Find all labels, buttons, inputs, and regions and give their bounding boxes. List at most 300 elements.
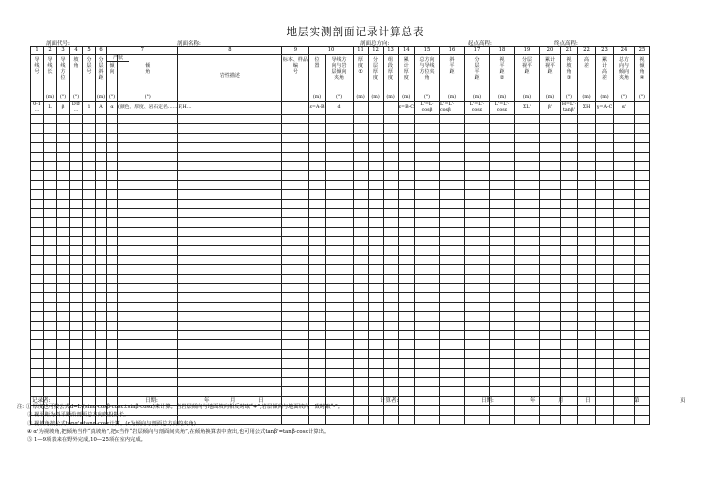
empty-cell [325, 265, 353, 274]
empty-cell [178, 161, 282, 170]
empty-cell [282, 218, 309, 227]
empty-cell [595, 377, 613, 386]
empty-cell [70, 302, 83, 311]
formula-cell: L'=L'· cosε [489, 102, 514, 115]
empty-cell [57, 321, 70, 330]
empty-cell [514, 312, 539, 321]
empty-cell [439, 255, 464, 264]
footnote: ③ 视坡角按公式tanα'=tanα·cosε计算。(ε为倾向与剖面总方向的夹角) [27, 420, 196, 427]
empty-cell [368, 330, 383, 339]
formula-cell: d [325, 102, 353, 115]
empty-cell [44, 133, 57, 142]
empty-cell [107, 161, 118, 170]
empty-cell [178, 115, 282, 124]
empty-cell [613, 377, 634, 386]
empty-cell [514, 152, 539, 161]
empty-cell [325, 124, 353, 133]
empty-cell [514, 208, 539, 217]
empty-cell [414, 340, 439, 349]
empty-cell [514, 255, 539, 264]
empty-cell [383, 321, 398, 330]
empty-cell [383, 237, 398, 246]
empty-cell [178, 387, 282, 396]
empty-cell [118, 321, 178, 330]
empty-cell [353, 265, 368, 274]
empty-cell [31, 143, 44, 152]
empty-cell [595, 199, 613, 208]
empty-cell [96, 161, 107, 170]
empty-cell [309, 133, 325, 142]
empty-cell [613, 161, 634, 170]
empty-cell [514, 124, 539, 133]
formula-cell: ε=A-B [309, 102, 325, 115]
empty-cell [96, 180, 107, 189]
table-row [31, 274, 650, 283]
column-header [539, 55, 560, 102]
empty-cell [560, 218, 577, 227]
header-text: 距 [547, 69, 553, 75]
empty-cell [57, 368, 70, 377]
empty-cell [577, 368, 595, 377]
empty-cell [439, 161, 464, 170]
empty-cell [325, 246, 353, 255]
empty-cell [634, 284, 649, 293]
empty-cell [383, 293, 398, 302]
empty-cell [577, 115, 595, 124]
empty-cell [577, 274, 595, 283]
empty-cell [178, 293, 282, 302]
empty-cell [353, 406, 368, 415]
table-row [31, 237, 650, 246]
column-header [439, 55, 464, 102]
empty-cell [282, 133, 309, 142]
empty-cell [70, 115, 83, 124]
empty-cell [368, 171, 383, 180]
empty-cell [464, 115, 489, 124]
column-number: 11 [353, 47, 368, 55]
empty-cell [83, 171, 96, 180]
empty-cell [398, 415, 414, 424]
empty-cell [595, 396, 613, 405]
empty-cell [398, 237, 414, 246]
header-text: 距 [499, 69, 505, 75]
empty-cell [353, 143, 368, 152]
empty-cell [560, 312, 577, 321]
empty-cell [178, 246, 282, 255]
day-label-1: 日 [258, 398, 264, 404]
empty-cell [44, 255, 57, 264]
empty-cell [489, 246, 514, 255]
formula-cell: γ=A-C [595, 102, 613, 115]
empty-cell [489, 208, 514, 217]
empty-cell [353, 218, 368, 227]
empty-cell [577, 180, 595, 189]
empty-cell [539, 359, 560, 368]
empty-cell [83, 377, 96, 386]
column-number-row [31, 47, 650, 55]
empty-cell [414, 124, 439, 133]
column-header [178, 55, 282, 102]
header-text: 高 [583, 57, 589, 63]
table-row [31, 255, 650, 264]
month-label-2: 月 [558, 398, 564, 404]
empty-cell [514, 368, 539, 377]
empty-cell [118, 359, 178, 368]
empty-cell [57, 265, 70, 274]
empty-cell [353, 152, 368, 161]
empty-cell [595, 321, 613, 330]
empty-cell [464, 227, 489, 236]
empty-cell [464, 321, 489, 330]
empty-cell [282, 312, 309, 321]
empty-cell [83, 218, 96, 227]
column-header [44, 55, 57, 102]
empty-cell [439, 349, 464, 358]
empty-cell [464, 265, 489, 274]
empty-cell [398, 152, 414, 161]
header-text: 平 [499, 63, 505, 69]
empty-cell [634, 115, 649, 124]
empty-cell [577, 359, 595, 368]
column-header [96, 55, 107, 102]
empty-cell [118, 302, 178, 311]
empty-cell [539, 321, 560, 330]
empty-cell [414, 265, 439, 274]
column-number: 15 [414, 47, 439, 55]
empty-cell [383, 152, 398, 161]
empty-cell [489, 312, 514, 321]
empty-cell [178, 152, 282, 161]
empty-cell [634, 180, 649, 189]
empty-cell [595, 340, 613, 349]
empty-cell [464, 284, 489, 293]
empty-cell [414, 218, 439, 227]
empty-cell [325, 218, 353, 227]
empty-cell [282, 143, 309, 152]
empty-cell [595, 208, 613, 217]
empty-cell [439, 237, 464, 246]
empty-cell [70, 227, 83, 236]
header-row [31, 55, 650, 102]
empty-cell [70, 180, 83, 189]
empty-cell [57, 312, 70, 321]
empty-cell [414, 161, 439, 170]
empty-cell [514, 415, 539, 424]
header-text: 视平 [544, 63, 555, 69]
header-unit: (°) [108, 95, 116, 100]
table-row [31, 321, 650, 330]
empty-cell [118, 246, 178, 255]
empty-cell [368, 190, 383, 199]
empty-cell [83, 368, 96, 377]
empty-cell [309, 190, 325, 199]
empty-cell [398, 302, 414, 311]
empty-cell [560, 152, 577, 161]
empty-cell [353, 415, 368, 424]
header-unit: (m) [386, 95, 395, 100]
empty-cell [368, 227, 383, 236]
empty-cell [439, 359, 464, 368]
empty-cell [634, 199, 649, 208]
empty-cell [464, 415, 489, 424]
empty-cell [398, 218, 414, 227]
empty-cell [31, 359, 44, 368]
empty-cell [282, 330, 309, 339]
empty-cell [282, 124, 309, 133]
empty-cell [96, 359, 107, 368]
empty-cell [282, 115, 309, 124]
empty-cell [514, 406, 539, 415]
header-text: 视 [639, 57, 645, 63]
empty-cell [178, 199, 282, 208]
empty-cell [464, 406, 489, 415]
empty-cell [368, 368, 383, 377]
empty-cell [634, 102, 649, 115]
empty-cell [178, 190, 282, 199]
column-number: 6 [96, 47, 107, 55]
empty-cell [489, 340, 514, 349]
column-header [398, 55, 414, 102]
table-row [31, 340, 650, 349]
empty-cell [178, 368, 282, 377]
empty-cell [107, 377, 118, 386]
column-header [634, 55, 649, 102]
header-text: 号 [292, 69, 298, 75]
empty-cell [613, 368, 634, 377]
empty-cell [96, 377, 107, 386]
empty-cell [464, 368, 489, 377]
header-text: 平 [474, 69, 480, 75]
empty-cell [414, 302, 439, 311]
header-text: 累计 [544, 57, 555, 63]
header-unit: (m) [96, 95, 106, 100]
empty-cell [107, 133, 118, 142]
header-text: 分 [474, 57, 480, 63]
empty-cell [282, 359, 309, 368]
empty-cell [464, 171, 489, 180]
empty-cell [634, 349, 649, 358]
table-row [31, 190, 650, 199]
empty-cell [398, 133, 414, 142]
empty-cell [325, 359, 353, 368]
header-text: 导线方 [331, 57, 347, 63]
column-number: 20 [539, 47, 560, 55]
empty-cell [107, 180, 118, 189]
empty-cell [595, 330, 613, 339]
footnote: ④ α'为视坡角,把倾角当作“真坡角”,把ε当作“岩层倾向与剖面间夹角”,在倾角换算表中查出,也可用公式tanβ'=tanβ·cosε计算出。 [27, 428, 330, 435]
empty-cell [398, 406, 414, 415]
empty-cell [83, 359, 96, 368]
empty-cell [539, 293, 560, 302]
empty-cell [514, 237, 539, 246]
empty-cell [613, 218, 634, 227]
footnotes [17, 403, 343, 444]
empty-cell [353, 227, 368, 236]
empty-cell [514, 387, 539, 396]
column-header [383, 55, 398, 102]
header-unit: (m) [356, 95, 365, 100]
empty-cell [383, 133, 398, 142]
empty-cell [383, 302, 398, 311]
empty-cell [118, 124, 178, 133]
empty-cell [613, 255, 634, 264]
empty-cell [70, 133, 83, 142]
empty-cell [57, 237, 70, 246]
empty-cell [178, 330, 282, 339]
formula-cell [368, 102, 383, 115]
empty-cell [57, 340, 70, 349]
empty-cell [368, 152, 383, 161]
empty-cell [107, 246, 118, 255]
empty-cell [464, 246, 489, 255]
recorder-label: 记录者: [32, 398, 51, 404]
empty-cell [57, 152, 70, 161]
empty-cell [107, 237, 118, 246]
empty-cell [560, 237, 577, 246]
empty-cell [634, 218, 649, 227]
empty-cell [439, 330, 464, 339]
empty-cell [96, 274, 107, 283]
column-number: 22 [577, 47, 595, 55]
empty-cell [107, 340, 118, 349]
empty-cell [489, 143, 514, 152]
empty-cell [44, 115, 57, 124]
empty-cell [539, 199, 560, 208]
empty-cell [595, 293, 613, 302]
header-text: 层倾向 [331, 69, 347, 75]
empty-cell [44, 227, 57, 236]
empty-cell [577, 302, 595, 311]
empty-cell [539, 143, 560, 152]
empty-cell [383, 284, 398, 293]
header-text: 角 [424, 75, 430, 81]
empty-cell [539, 265, 560, 274]
empty-cell [577, 161, 595, 170]
empty-cell [31, 133, 44, 142]
empty-cell [282, 274, 309, 283]
empty-cell [414, 237, 439, 246]
empty-cell [118, 349, 178, 358]
empty-cell [414, 143, 439, 152]
empty-cell [57, 218, 70, 227]
header-text: 倾 [109, 63, 115, 69]
header-text: ④ [639, 75, 645, 81]
empty-cell [83, 180, 96, 189]
empty-cell [464, 312, 489, 321]
empty-cell [83, 274, 96, 283]
empty-cell [398, 312, 414, 321]
empty-cell [577, 124, 595, 133]
empty-cell [383, 115, 398, 124]
empty-cell [439, 190, 464, 199]
empty-cell [70, 321, 83, 330]
empty-cell [31, 115, 44, 124]
empty-cell [539, 227, 560, 236]
empty-cell [57, 255, 70, 264]
empty-cell [398, 387, 414, 396]
empty-cell [178, 143, 282, 152]
empty-cell [57, 190, 70, 199]
header-text: 距 [474, 75, 480, 81]
empty-cell [96, 237, 107, 246]
empty-cell [514, 359, 539, 368]
empty-cell [560, 161, 577, 170]
header-text: 线 [60, 63, 66, 69]
empty-cell [613, 190, 634, 199]
empty-cell [464, 190, 489, 199]
empty-cell [44, 312, 57, 321]
empty-cell [57, 274, 70, 283]
empty-cell [439, 171, 464, 180]
empty-cell [353, 312, 368, 321]
empty-cell [560, 406, 577, 415]
empty-cell [118, 340, 178, 349]
empty-cell [31, 302, 44, 311]
empty-cell [414, 293, 439, 302]
header-text: 累 [403, 57, 409, 63]
empty-cell [560, 199, 577, 208]
empty-cell [70, 237, 83, 246]
header-unit: (°) [144, 95, 151, 100]
empty-cell [96, 133, 107, 142]
empty-cell [70, 284, 83, 293]
page-title: 地层实测剖面记录计算总表 [286, 26, 425, 38]
empty-cell [309, 124, 325, 133]
empty-cell [398, 246, 414, 255]
table-row [31, 265, 650, 274]
empty-cell [282, 227, 309, 236]
empty-cell [31, 368, 44, 377]
empty-cell [464, 152, 489, 161]
empty-cell [83, 330, 96, 339]
empty-cell [353, 340, 368, 349]
empty-cell [107, 387, 118, 396]
empty-cell [539, 180, 560, 189]
empty-cell [83, 265, 96, 274]
column-number: 16 [439, 47, 464, 55]
empty-cell [464, 237, 489, 246]
empty-cell [96, 124, 107, 133]
empty-cell [414, 171, 439, 180]
empty-cell [44, 171, 57, 180]
empty-cell [282, 302, 309, 311]
empty-cell [613, 133, 634, 142]
month-label-1: 月 [230, 398, 236, 404]
header-text: 层 [98, 63, 104, 69]
empty-cell [634, 246, 649, 255]
empty-cell [539, 368, 560, 377]
formula-cell: L'=L· cosβ [414, 102, 439, 115]
empty-cell [398, 265, 414, 274]
empty-cell [31, 124, 44, 133]
record-table [30, 46, 650, 425]
empty-cell [595, 368, 613, 377]
empty-cell [383, 387, 398, 396]
empty-cell [560, 227, 577, 236]
empty-cell [560, 246, 577, 255]
empty-cell [83, 255, 96, 264]
empty-cell [414, 377, 439, 386]
header-unit: (°) [423, 95, 431, 100]
empty-cell [634, 255, 649, 264]
empty-cell [398, 396, 414, 405]
empty-cell [57, 161, 70, 170]
empty-cell [44, 302, 57, 311]
empty-cell [107, 321, 118, 330]
empty-cell [539, 246, 560, 255]
empty-cell [70, 312, 83, 321]
empty-cell [514, 284, 539, 293]
